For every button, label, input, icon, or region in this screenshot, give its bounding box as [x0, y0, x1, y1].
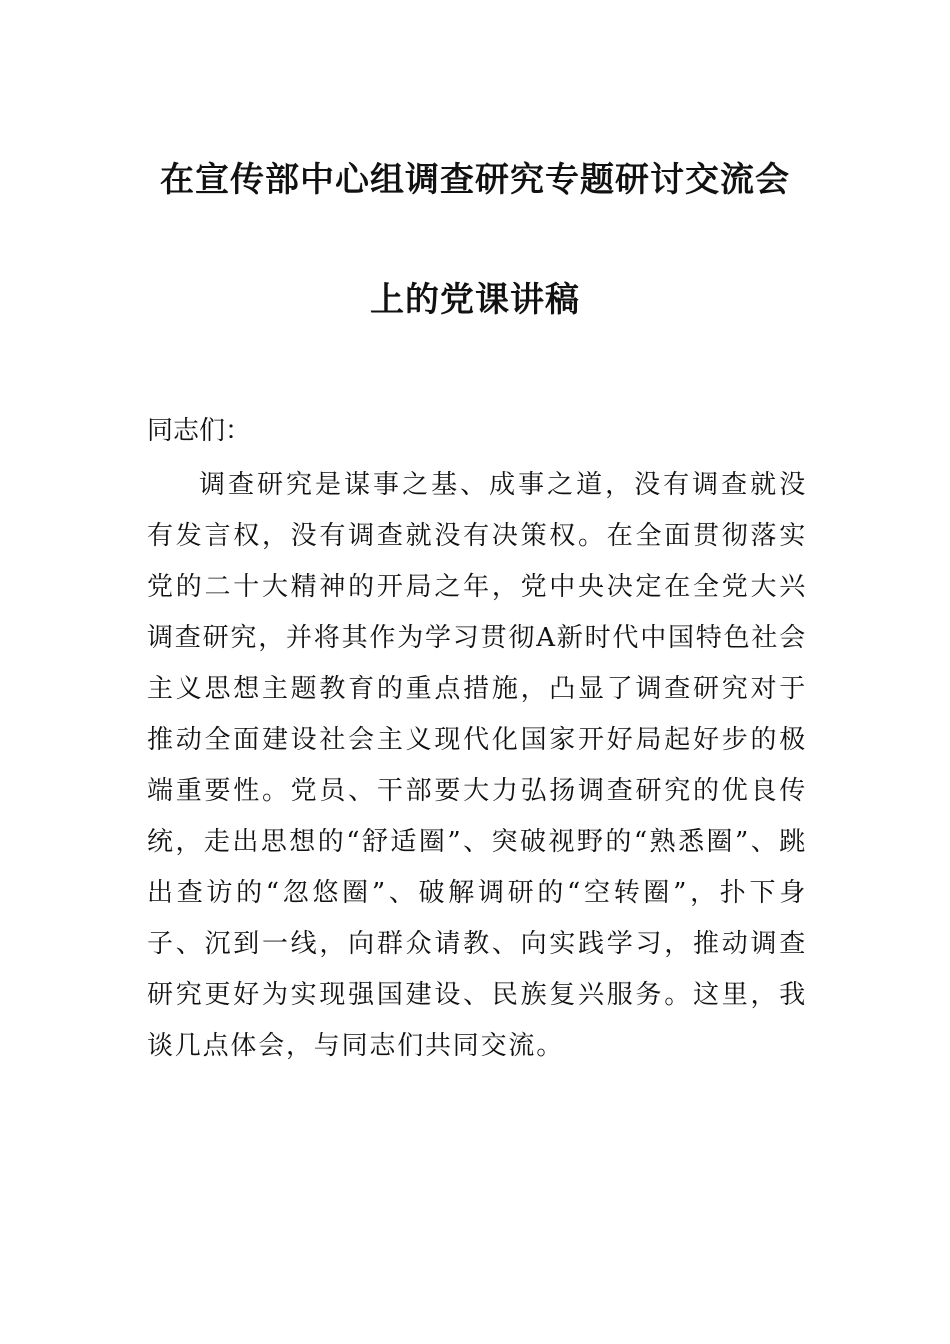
body-paragraph: 调查研究是谋事之基、成事之道，没有调查就没有发言权，没有调查就没有决策权。在全面贯彻落实党的二十大精神的开局之年，党中央决定在全党大兴调查研究，并将其作为学习贯彻A新时代中国特色社会主义思想主题教育的重点措施，凸显了调查研究对于推动全面建设社会主义现代化国家开好局起好步的极端重要性。党员、干部要大力弘扬调查研究的优良传统，走出思想的“舒适圈”、突破视野的“熟悉圈”、跳出查访的“忽悠圈”、破解调研的“空转圈”，扑下身子、沉到一线，向群众请教、向实践学习，推动调查研究更好为实现强国建设、民族复兴服务。这里，我谈几点体会，与同志们共同交流。: [147, 470, 807, 1061]
salutation: 同志们：: [147, 416, 252, 446]
document-title-line-1: 在宣传部中心组调查研究专题研讨交流会: [160, 160, 790, 200]
document-title-line-2: 上的党课讲稿: [370, 280, 580, 320]
